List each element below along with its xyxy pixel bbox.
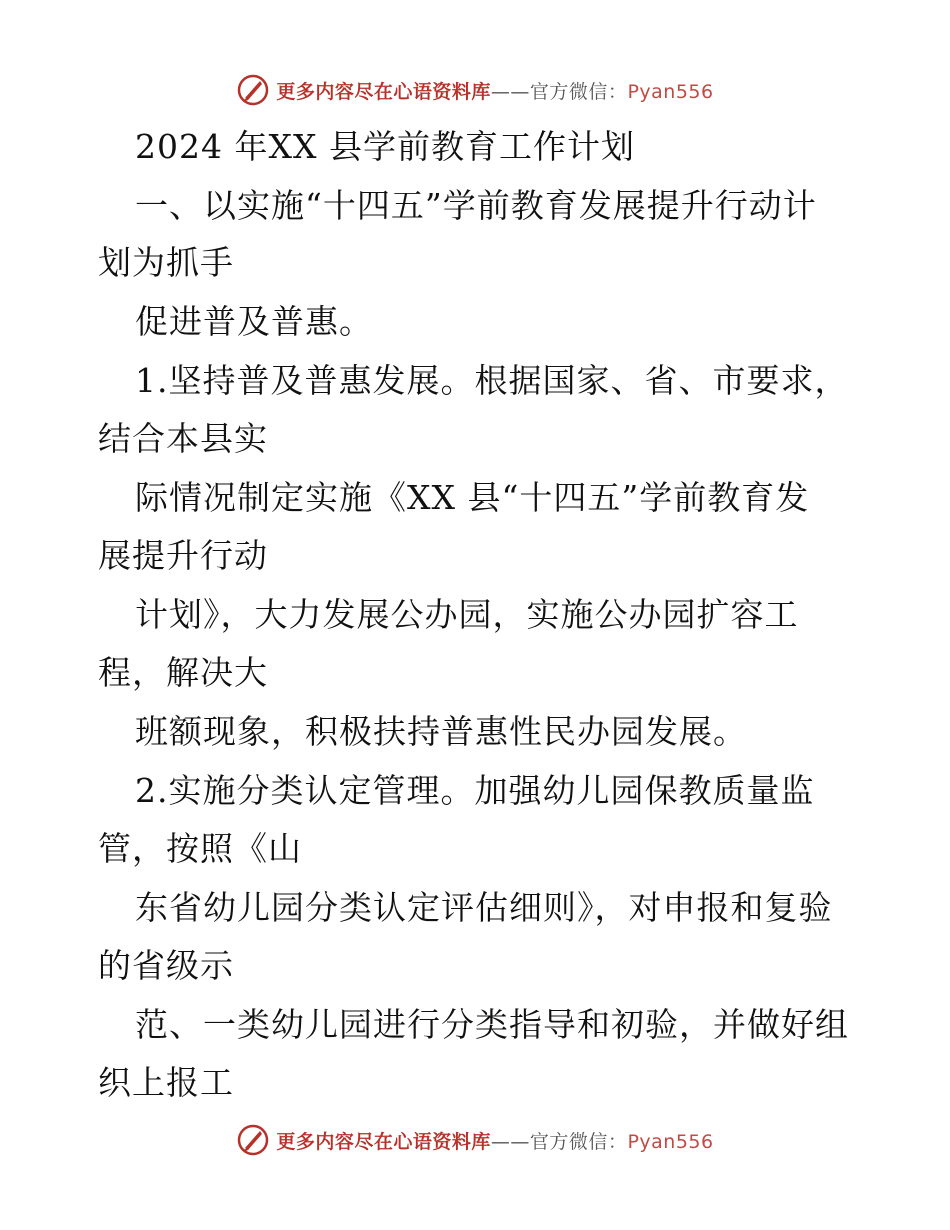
paragraph-line: 范、一类幼儿园进行分类指导和初验，并做好组 (135, 1005, 849, 1044)
header-banner (0, 70, 950, 110)
paragraph-line: 促进普及普惠。 (135, 302, 373, 341)
banner-wechat-label: 官方微信： (529, 80, 628, 103)
paragraph-line: 的省级示 (98, 946, 234, 985)
paragraph-line: 程，解决大 (98, 653, 268, 692)
paragraph-line: 结合本县实 (98, 419, 268, 458)
paragraph-line: 东省幼儿园分类认定评估细则》，对申报和复验 (135, 888, 833, 927)
paragraph-line: 管，按照《山 (98, 829, 302, 868)
banner-title: 更多内容尽在心语资料库 (276, 1130, 491, 1153)
document-title: 2024 年XX 县学前教育工作计划 (135, 127, 635, 166)
paragraph-line: 划为抓手 (98, 243, 234, 282)
paragraph-line: 织上报工 (98, 1063, 234, 1102)
banner-wechat-id: Pyan556 (627, 80, 714, 103)
paragraph-line: 2.实施分类认定管理。加强幼儿园保教质量监 (135, 771, 815, 810)
paragraph-line: 计划》，大力发展公办园，实施公办园扩容工 (135, 595, 799, 634)
paragraph-line: 际情况制定实施《XX 县“十四五”学前教育发 (135, 478, 810, 517)
banner-wechat-id: Pyan556 (627, 1130, 714, 1153)
paragraph-line: 1.坚持普及普惠发展。根据国家、省、市要求， (135, 361, 849, 400)
paragraph-line: 班额现象，积极扶持普惠性民办园发展。 (135, 712, 747, 751)
banner-wechat-label: 官方微信： (529, 1130, 628, 1153)
banner-dash: —— (490, 80, 530, 103)
banner-title: 更多内容尽在心语资料库 (276, 80, 491, 103)
footer-banner (0, 1120, 950, 1160)
paragraph-line: 展提升行动 (98, 536, 268, 575)
paragraph-line: 一、以实施“十四五”学前教育发展提升行动计 (135, 186, 817, 225)
quill-logo-icon (236, 1123, 270, 1157)
quill-logo-icon (236, 73, 270, 107)
banner-dash: —— (490, 1130, 530, 1153)
